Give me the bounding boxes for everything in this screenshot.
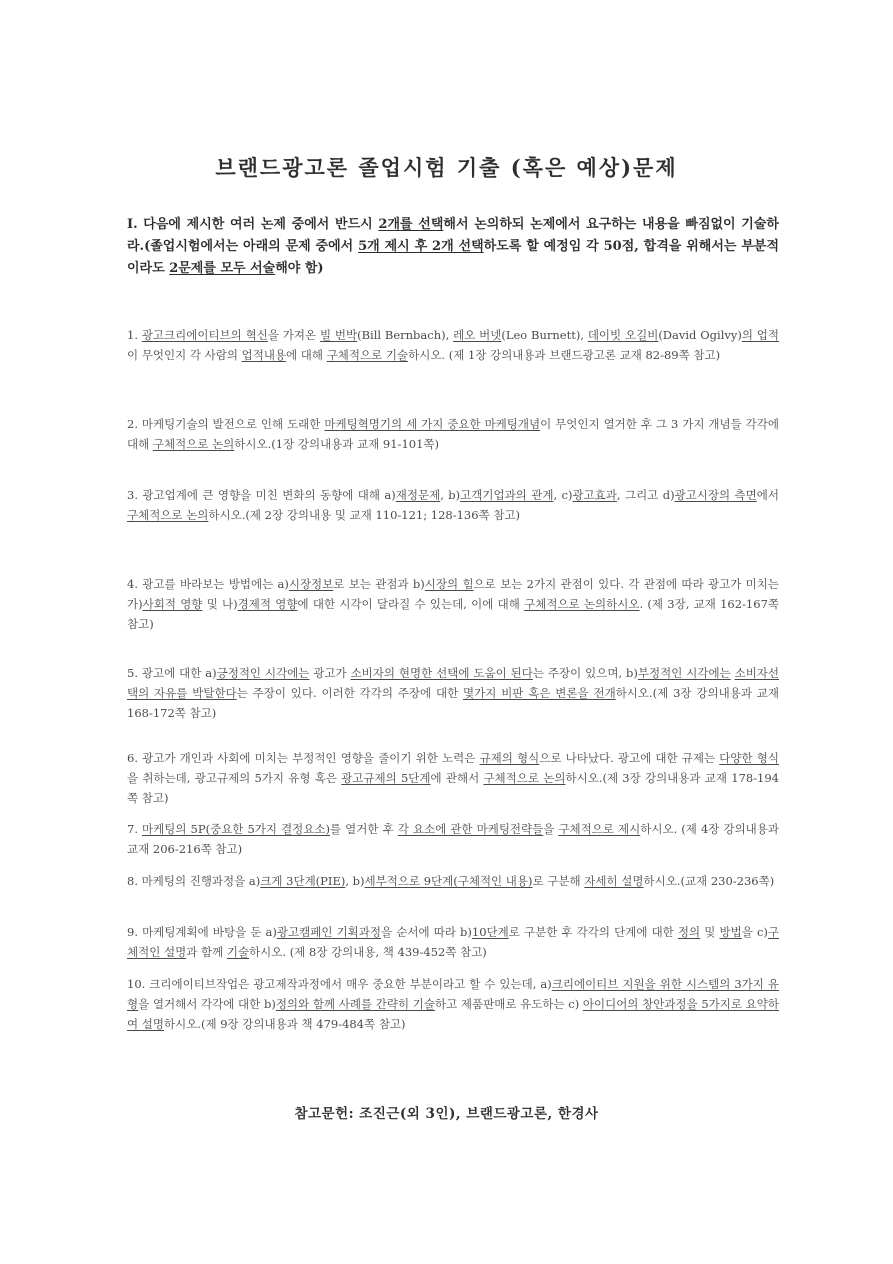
question-10 xyxy=(127,974,779,1034)
underlined-phrase: 정의와 함께 사례를 간략히 기술 xyxy=(275,997,435,1011)
question-8 xyxy=(127,871,779,891)
question-text xyxy=(127,922,779,962)
text-run: 2. 마케팅기술의 발전으로 인해 도래한 xyxy=(127,417,325,431)
question-5 xyxy=(127,663,779,723)
underlined-phrase: 규제의 형식 xyxy=(479,751,540,765)
text-run: 하시오. (제 8장 강의내용, 책 439-452쪽 참고) xyxy=(249,945,487,959)
text-run: . (제 3장, 교재 162-167쪽 참고) xyxy=(127,597,779,631)
question-6 xyxy=(127,748,779,808)
text-run: 하시오.(제 2장 강의내용 및 교재 110-121; 128-136쪽 참고) xyxy=(208,508,521,522)
text-run: 하시오.(제 3장 강의내용과 교재 168-172쪽 참고) xyxy=(127,686,779,720)
question-3 xyxy=(127,485,779,525)
question-text xyxy=(127,574,779,634)
underlined-phrase: 긍정적인 시각에는 xyxy=(216,666,310,680)
question-7 xyxy=(127,819,779,859)
underlined-phrase: 마케팅혁명기의 세 가지 중요한 마케팅개념 xyxy=(324,417,541,431)
underlined-phrase: 광고효과 xyxy=(572,488,617,502)
text-run: 하시오.(제 9장 강의내용과 책 479-484쪽 참고) xyxy=(163,1017,406,1031)
underlined-phrase: 시장의 힘 xyxy=(424,577,474,591)
text-run: 을 순서에 따라 b) xyxy=(381,925,472,939)
underlined-phrase: 크리에이티브 지원을 위한 시스템의 3가지 유형 xyxy=(127,977,780,1011)
text-run: 4. 광고를 바라보는 방법에는 a) xyxy=(127,577,289,591)
underlined-phrase: 2문제를 모두 서술 xyxy=(169,261,276,276)
text-run: 에서 xyxy=(756,488,779,502)
text-run: 를 열거한 후 xyxy=(330,822,398,836)
underlined-phrase: 2개를 선택 xyxy=(378,217,444,232)
text-run: 해서 논의하되 논제에서 요구하는 내용을 빠짐없이 기술하라.(졸업시험에서는 아래의 문제 중에서 xyxy=(127,217,779,254)
text-run: 에 대해 xyxy=(286,348,327,362)
underlined-phrase: 광고규제의 5단계 xyxy=(341,771,431,785)
references: 참고문헌: 조진근(외 3인), 브랜드광고론, 한경사 xyxy=(294,1106,599,1122)
underlined-phrase: 각 요소에 관한 마케팅전략들 xyxy=(397,822,544,836)
text-run: 는 주장이 있다. 이러한 각각의 주장에 대한 xyxy=(236,686,464,700)
underlined-phrase: 기술 xyxy=(226,945,250,959)
underlined-phrase: 경제적 영향 xyxy=(237,597,298,611)
underlined-phrase: 부정적인 시각에는 xyxy=(637,666,731,680)
text-run: I. 다음에 제시한 여러 논제 중에서 반드시 xyxy=(127,217,379,232)
text-run: (Leo Burnett), xyxy=(501,328,588,342)
text-run: 9. 마케팅계획에 바탕을 둔 a) xyxy=(127,925,277,939)
text-run: (David Ogilvy) xyxy=(658,328,742,342)
underlined-phrase: 아이디어의 창안과정을 5가지로 요약하여 설명 xyxy=(127,997,780,1031)
text-run: 하도록 할 예정임 각 50점, 합격을 위해서는 부분적이라도 xyxy=(127,239,779,276)
underlined-phrase: 5개 제시 후 2개 선택 xyxy=(358,239,484,254)
underlined-phrase: 소비자선택의 자유를 박탈한다 xyxy=(127,666,780,700)
underlined-phrase: 레오 버넷 xyxy=(453,328,502,342)
text-run: 7. xyxy=(127,822,143,836)
text-run: 하시오. (제 4장 강의내용과 교재 206-216쪽 참고) xyxy=(127,822,780,856)
question-text xyxy=(127,748,779,808)
underlined-phrase: 자세히 설명 xyxy=(584,874,644,888)
underlined-phrase: 세부적으로 9단계(구체적인 내용) xyxy=(364,874,533,888)
underlined-phrase: 정의 xyxy=(677,925,701,939)
question-text xyxy=(127,414,779,454)
underlined-phrase: 업적내용 xyxy=(241,348,287,362)
text-run: 을 열거해서 각각에 대한 b) xyxy=(138,997,276,1011)
text-run: 10. 크리에이티브작업은 광고제작과정에서 매우 중요한 부분이라고 할 수 있는데, a) xyxy=(127,977,552,991)
text-run: 및 xyxy=(700,925,720,939)
question-text xyxy=(127,325,779,365)
text-run: 이 무엇인지 각 사람의 xyxy=(127,348,242,362)
text-run: 에 대한 시각이 달라질 수 있는데, 이에 대해 xyxy=(297,597,525,611)
text-run: 을 c) xyxy=(741,925,768,939)
text-run: , c) xyxy=(553,488,573,502)
underlined-phrase: 의 업적 xyxy=(741,328,780,342)
underlined-phrase: 방법 xyxy=(719,925,742,939)
text-run: 으로 보는 2가지 관점이 있다. 각 관점에 따라 광고가 미치는 가) xyxy=(127,577,780,611)
question-1 xyxy=(127,325,779,365)
text-run: 5. 광고에 대한 a) xyxy=(127,666,217,680)
question-text xyxy=(127,871,779,891)
question-text xyxy=(127,819,779,859)
page-title: 브랜드광고론 졸업시험 기출 (혹은 예상)문제 xyxy=(215,155,678,180)
question-text xyxy=(127,485,779,525)
text-run: 하시오. (제 1장 강의내용과 브랜드광고론 교재 82-89쪽 참고) xyxy=(408,348,721,362)
text-run: 하고 제품판매로 유도하는 c) xyxy=(434,997,583,1011)
text-run: 해야 함) xyxy=(275,261,324,276)
text-run: 광고가 xyxy=(309,666,351,680)
underlined-phrase: 광고시장의 측면 xyxy=(674,488,757,502)
underlined-phrase: 시장정보 xyxy=(288,577,334,591)
underlined-phrase: 구체적으로 제시 xyxy=(558,822,641,836)
text-run: 을 xyxy=(543,822,559,836)
text-run: 및 나) xyxy=(202,597,238,611)
question-text xyxy=(127,663,779,723)
underlined-phrase: 구체적으로 논의 xyxy=(483,771,566,785)
underlined-phrase: 크게 3단계(PIE) xyxy=(260,874,346,888)
underlined-phrase: 광고크리에이티브의 혁신 xyxy=(141,328,268,342)
underlined-phrase: 구체적으로 논의 xyxy=(152,437,235,451)
text-run: 8. 마케팅의 진행과정을 a) xyxy=(127,874,261,888)
instructions xyxy=(127,214,779,280)
text-run: 로 보는 관점과 b) xyxy=(333,577,425,591)
underlined-phrase: 고객기업과의 관계 xyxy=(460,488,554,502)
underlined-phrase: 마케팅의 5P(중요한 5가지 결정요소) xyxy=(142,822,330,836)
text-run: 로 구분한 후 각각의 단계에 대한 xyxy=(508,925,678,939)
text-run: , b) xyxy=(345,874,365,888)
text-run: 하시오.(제 3장 강의내용과 교재 178-194쪽 참고) xyxy=(127,771,779,805)
text-run: 1. xyxy=(127,328,142,342)
underlined-phrase: 구체적으로 논의 xyxy=(127,508,209,522)
underlined-phrase: 사회적 영향 xyxy=(142,597,203,611)
question-text xyxy=(127,974,779,1034)
text-run: 을 취하는데, 광고규제의 5가지 유형 혹은 xyxy=(127,771,342,785)
underlined-phrase: 몇가지 비판 혹은 변론을 전개 xyxy=(463,686,616,700)
underlined-phrase: 광고캠페인 기획과정 xyxy=(276,925,382,939)
question-9 xyxy=(127,922,779,962)
text-run: 에 관해서 xyxy=(430,771,484,785)
underlined-phrase: 다양한 형식 xyxy=(719,751,780,765)
text-run: 로 구분해 xyxy=(532,874,585,888)
text-run: 을 가져온 xyxy=(267,328,320,342)
text-run: 하시오.(1장 강의내용과 교재 91-101쪽) xyxy=(234,437,439,451)
question-4 xyxy=(127,574,779,634)
underlined-phrase: 구체적으로 논의하시오 xyxy=(524,597,640,611)
text-run: 3. 광고업계에 큰 영향을 미친 변화의 동향에 대해 a) xyxy=(127,488,396,502)
instructions-text xyxy=(127,214,779,280)
underlined-phrase: 소비자의 현명한 선택에 도움이 된다 xyxy=(350,666,533,680)
underlined-phrase: 구체적으로 기술 xyxy=(326,348,409,362)
question-2 xyxy=(127,414,779,454)
underlined-phrase: 재정문제 xyxy=(395,488,441,502)
underlined-phrase: 10단계 xyxy=(471,925,509,939)
text-run: (Bill Bernbach), xyxy=(357,328,454,342)
text-run: 으로 나타났다. 광고에 대한 규제는 xyxy=(539,751,720,765)
text-run: 는 주장이 있으며, b) xyxy=(532,666,638,680)
text-run: , 그리고 d) xyxy=(616,488,675,502)
text-run: 6. 광고가 개인과 사회에 미치는 부정적인 영향을 줄이기 위한 노력은 xyxy=(127,751,480,765)
underlined-phrase: 데이빗 오길비 xyxy=(587,328,659,342)
text-run: , b) xyxy=(440,488,461,502)
text-run: 하시오.(교재 230-236쪽) xyxy=(643,874,775,888)
text-run: 이 무엇인지 열거한 후 그 3 가지 개념들 각각에 대해 xyxy=(127,417,779,451)
text-run: 과 함께 xyxy=(186,945,227,959)
underlined-phrase: 구체적인 설명 xyxy=(127,925,779,959)
underlined-phrase: 빌 번박 xyxy=(319,328,358,342)
